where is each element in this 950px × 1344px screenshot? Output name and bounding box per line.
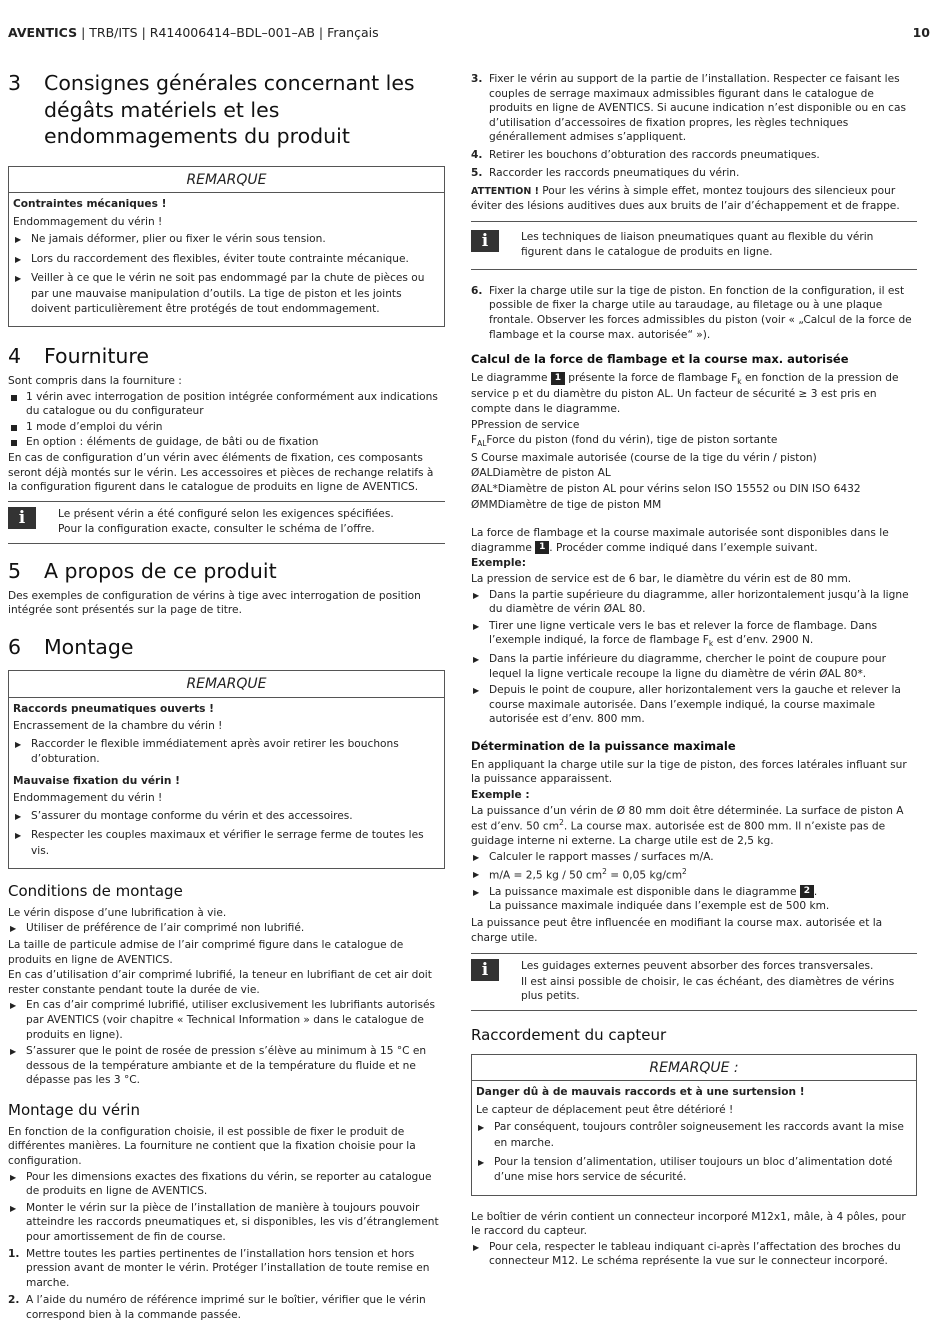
text: .: [813, 885, 818, 898]
mounting-list: [8, 1170, 445, 1245]
list-item: ▶ Lors du raccordement des flexibles, éviter toute contrainte mécanique.: [13, 252, 440, 267]
notice-title: REMARQUE: [9, 167, 444, 193]
section-number: 4: [8, 344, 22, 369]
paragraph: [471, 804, 917, 849]
section-5-heading: [8, 558, 445, 585]
definition: [471, 433, 917, 449]
list-item: [471, 867, 917, 883]
step-item: [471, 284, 917, 342]
subscript: AL: [477, 439, 487, 449]
step-text: Retirer les bouchons d’obturation des raccords pneumatiques.: [489, 149, 820, 162]
attention-note: [471, 184, 917, 213]
notice-list: [476, 1120, 912, 1185]
list-item: ▶ Ne jamais déformer, plier ou fixer le vérin sous tension.: [13, 232, 440, 247]
sensor-list: [471, 1240, 917, 1269]
paragraph: En appliquant la charge utile sur la tige de piston, des forces latérales influant sur la puissance apparaissent.: [471, 758, 907, 786]
diagram-tag: 2: [800, 885, 814, 898]
section-4-heading: [8, 343, 445, 370]
subscript: k: [708, 639, 714, 649]
definition: PPression de service: [471, 418, 580, 431]
section-title: A propos de ce produit: [44, 558, 277, 583]
section-title: Fourniture: [44, 344, 149, 369]
text: en fonction de la pression de service p et du diamètre du piston AL. Un facteur de sécurité ≥ 3 est pris en compte dans le diagramme.: [471, 372, 899, 416]
section-title: Consignes générales concernant les dégâts matériels et les endommagements du produit: [44, 71, 415, 149]
list-item: ▶ Dans la partie supérieure du diagramme, aller horizontalement jusqu’à la ligne du diamètre de vérin ØAL 80.: [471, 588, 917, 617]
section-number: 3: [8, 71, 22, 95]
cylinder-mounting-heading: Montage du vérin: [8, 1101, 140, 1120]
notice-box-mounting: [8, 670, 445, 869]
list-item: ▶ Monter le vérin sur la pièce de l’installation de manière à toujours pouvoir atteindre les raccords pneumatiques et, si disponibles, les vis d’étranglement pour amortissement de fin de course.: [8, 1201, 445, 1245]
diagram-tag: 1: [535, 541, 549, 554]
header-brand: AVENTICS: [8, 25, 78, 40]
paragraph: Le boîtier de vérin contient un connecteur incorporé M12x1, mâle, à 4 pôles, pour le raccord du capteur.: [471, 1210, 906, 1238]
notice-list: [13, 737, 440, 768]
list-item: ▶ Utiliser de préférence de l’air comprimé non lubrifié.: [8, 921, 445, 936]
notice-heading: Mauvaise fixation du vérin !: [13, 774, 180, 787]
notice-title: REMARQUE :: [472, 1055, 916, 1081]
list-item: ▶ S’assurer que le point de rosée de pression s’élève au minimum à 15 °C en dessous de la température ambiante et de la température du fluide et ne dépasse pas les 3 °C.: [8, 1044, 445, 1088]
list-item: [471, 885, 917, 914]
notice-box-sensor: [471, 1054, 917, 1196]
list-item: ▶ Pour cela, respecter le tableau indiquant ci-après l’affectation des broches du connecteur M12. Le schéma représente la vue sur le connecteur incorporé.: [471, 1240, 917, 1269]
step-text: Fixer le vérin au support de la partie de l’installation. Respecter ce faisant les couples de serrage maximaux admissibles figurant dans le catalogue de produits en ligne de AVENTICS. Si aucune indication n’est disponible ou en cas d’utilisation d’accessoires de fixation propres, les règles techniques générallement admises s’appliquent.: [489, 73, 906, 144]
notice-intro: Endommagement du vérin !: [13, 215, 163, 228]
text: La puissance maximale est disponible dans le diagramme: [489, 885, 800, 898]
notice-list: [13, 809, 440, 859]
section-number: 5: [8, 558, 22, 583]
left-column: [8, 70, 445, 1326]
step-number: 4.: [471, 149, 483, 162]
example-label: Exemple:: [471, 557, 526, 570]
superscript: 2: [682, 866, 687, 876]
definition: ØAL*Diamètre de piston AL pour vérins selon ISO 15552 ou DIN ISO 6432: [471, 482, 861, 495]
notice-intro: Encrassement de la chambre du vérin !: [13, 720, 223, 733]
list-item: 1 mode d’emploi du vérin: [8, 420, 445, 435]
step-item: [471, 148, 917, 163]
buckling-calc-heading: Calcul de la force de flambage et la course max. autorisée: [471, 352, 849, 367]
list-item: ▶ Calculer le rapport masses / surfaces m/A.: [471, 850, 917, 865]
info-text: Pour la configuration exacte, consulter le schéma de l’offre.: [58, 523, 375, 536]
info-text: Le présent vérin a été configuré selon les exigences spécifiées.: [58, 507, 394, 520]
info-icon: i: [471, 230, 499, 252]
notice-heading: Raccords pneumatiques ouverts !: [13, 702, 215, 715]
step-item: [8, 1293, 445, 1322]
list-item: ▶ Respecter les couples maximaux et vérifier le serrage ferme de toutes les vis.: [13, 828, 440, 859]
supply-list: [8, 390, 445, 450]
info-box-guidance: [471, 953, 917, 1011]
definition: ØALDiamètre de piston AL: [471, 467, 611, 480]
section-title: Montage: [44, 634, 134, 659]
list-item: 1 vérin avec interrogation de position intégrée conformément aux indications du catalogue ou du configurateur: [8, 390, 445, 419]
text: m/A = 2,5 kg / 50 cm: [489, 869, 603, 882]
header-doc-info: [8, 24, 379, 41]
notice-title: REMARQUE: [9, 671, 444, 697]
conditions-list: [8, 921, 445, 936]
example-label: Exemple :: [471, 789, 530, 802]
step-item: [471, 166, 917, 181]
paragraph: [471, 526, 917, 555]
step-item: [471, 72, 917, 145]
list-item: En option : éléments de guidage, de bâti ou de fixation: [8, 435, 445, 450]
step-item: [8, 1247, 445, 1291]
step-number: 6.: [471, 284, 483, 297]
text: Tirer une ligne verticale vers le bas et relever la force de flambage. Dans l’exemple indiqué, la force de flambage F: [489, 619, 877, 647]
page-number: 10: [912, 25, 930, 40]
step-number: 5.: [471, 166, 483, 179]
text: La puissance maximale indiquée dans l’exemple est de 500 km.: [489, 900, 830, 913]
right-column: [471, 72, 917, 1271]
power-list: [471, 850, 917, 914]
definition: ØMMDiamètre de tige de piston MM: [471, 498, 662, 511]
attention-text: Pour les vérins à simple effet, montez toujours des silencieux pour éviter des lésions auditives dues aux bruits de l’air d’échappement et de frappe.: [471, 185, 900, 212]
mounting-steps: [8, 1247, 445, 1323]
step-text: Raccorder les raccords pneumatiques du vérin.: [489, 166, 740, 179]
step-number: 3.: [471, 73, 483, 85]
text: présente la force de flambage F: [564, 372, 738, 384]
page-header: [8, 24, 942, 42]
list-item: [471, 619, 917, 650]
list-item: ▶ S’assurer du montage conforme du vérin et des accessoires.: [13, 809, 440, 824]
notice-intro: Le capteur de déplacement peut être détérioré !: [476, 1103, 734, 1116]
text: La puissance d’un vérin de Ø 80 mm doit être déterminée. La surface de piston A est d’env. 50 cm: [471, 804, 904, 833]
list-item: ▶ Raccorder le flexible immédiatement après avoir retirer les bouchons d’obturation.: [13, 737, 440, 768]
mounting-step-6: [471, 284, 917, 342]
step-text: Mettre toutes les parties pertinentes de l’installation hors tension et hors pression avant de monter le vérin. Protéger l’installation de toute remise en marche.: [26, 1247, 430, 1289]
step-number: 1.: [8, 1247, 20, 1260]
list-item: ▶ En cas d’air comprimé lubrifié, utiliser exclusivement les lubrifiants autorisés par AVENTICS (voir chapitre « Technical Information » dans le catalogue de produits en ligne).: [8, 998, 445, 1042]
paragraph: En cas d’utilisation d’air comprimé lubrifié, la teneur en lubrifiant de cet air doit rester constante pendant toute la durée de vie.: [8, 969, 432, 996]
paragraph: Des exemples de configuration de vérins à tige avec interrogation de position intégrée sont présentés sur la page de titre.: [8, 589, 421, 617]
sensor-connection-heading: Raccordement du capteur: [471, 1026, 667, 1044]
text: . Procéder comme indiqué dans l’exemple suivant.: [549, 541, 818, 554]
info-icon: i: [471, 959, 499, 981]
step-number: 2.: [8, 1294, 20, 1307]
header-doc-ref: | TRB/ITS | R414006414–BDL–001–AB | Français: [77, 25, 379, 40]
paragraph: [471, 371, 917, 417]
example-list: [471, 588, 917, 727]
section-number: 6: [8, 634, 22, 659]
text: Le diagramme: [471, 372, 551, 384]
paragraph: Sont compris dans la fourniture :: [8, 374, 182, 387]
superscript: 2: [559, 818, 564, 828]
info-text: Il est ainsi possible de choisir, le cas échéant, des diamètres de vérins plus petits.: [521, 975, 895, 1003]
info-icon: i: [8, 507, 36, 529]
notice-heading: Danger dû à de mauvais raccords et à une surtension !: [476, 1086, 805, 1098]
info-text: Les techniques de liaison pneumatiques quant au flexible du vérin figurent dans le catalogue de produits en ligne.: [521, 231, 874, 259]
subscript: k: [737, 377, 742, 387]
text: est d’env. 2900 N.: [713, 634, 814, 647]
info-box-pneumatic: [471, 221, 917, 269]
step-text: A l’aide du numéro de référence imprimé sur le boîtier, vérifier que le vérin correspond bien à la commande passée.: [26, 1294, 426, 1322]
text: La force de flambage et la course maximale autorisée sont disponibles dans le diagramme: [471, 527, 889, 554]
list-item: ▶ Pour la tension d’alimentation, utiliser toujours un bloc d’alimentation doté d’une mise hors service de sécurité.: [476, 1155, 912, 1186]
paragraph: La puissance peut être influencée en modifiant la course max. autorisée et la charge utile.: [471, 916, 883, 944]
notice-intro: Endommagement du vérin !: [13, 792, 163, 805]
step-text: Fixer la charge utile sur la tige de piston. En fonction de la configuration, il est possible de fixer la charge utile au taraudage, au filetage ou à une plaque frontale. Observer les forces admissibles du piston (voir « „Calcul de la force de flambage et la course max. autorisée“ »).: [489, 284, 912, 341]
text: F: [471, 434, 478, 447]
section-3-heading: [8, 70, 445, 150]
text: = 0,05 kg/cm: [606, 869, 683, 882]
max-power-heading: Détermination de la puissance maximale: [471, 738, 736, 753]
info-text: Les guidages externes peuvent absorber des forces transversales.: [521, 960, 874, 973]
paragraph: La taille de particule admise de l’air comprimé figure dans le catalogue de produits en ligne de AVENTICS.: [8, 938, 404, 966]
list-item: ▶ Par conséquent, toujours contrôler soigneusement les raccords avant la mise en marche.: [476, 1120, 912, 1151]
list-item: ▶ Pour les dimensions exactes des fixations du vérin, se reporter au catalogue de produits en ligne de AVENTICS.: [8, 1170, 445, 1199]
conditions-heading: Conditions de montage: [8, 882, 183, 901]
text: . La course max. autorisée est de 800 mm. Il n’existe pas de guidage interne ni externe. La charge utile est de 2,5 kg.: [471, 820, 886, 848]
list-item: ▶ Depuis le point de coupure, aller horizontalement vers la gauche et relever la course maximale autorisée. Dans l’exemple indiqué, la course maximale autorisée est d’env. 800 mm.: [471, 683, 917, 727]
info-box-configuration: [8, 501, 445, 544]
notice-list: [13, 232, 440, 317]
section-6-heading: [8, 634, 445, 661]
list-item: ▶ Dans la partie inférieure du diagramme, chercher le point de coupure pour lequel la ligne verticale recoupe la ligne du diamètre de vérin ØAL 80*.: [471, 652, 917, 681]
paragraph: En fonction de la configuration choisie, il est possible de fixer le produit de différentes manières. La fourniture ne contient que la fixation choisie pour la configuration.: [8, 1125, 416, 1167]
paragraph: Le vérin dispose d’une lubrification à vie.: [8, 906, 227, 919]
notice-heading: Contraintes mécaniques !: [13, 198, 167, 211]
mounting-steps-cont: [471, 72, 917, 180]
list-item: ▶ Veiller à ce que le vérin ne soit pas endommagé par la chute de pièces ou par une mauvaise manipulation d’outils. La tige de piston et les joints doivent particulièrement être protégés de tout endommagement.: [13, 271, 440, 317]
paragraph: La pression de service est de 6 bar, le diamètre du vérin est de 80 mm.: [471, 573, 852, 585]
conditions-list: [8, 998, 445, 1088]
notice-box-mechanical: [8, 166, 445, 327]
text: Force du piston (fond du vérin), tige de piston sortante: [486, 434, 778, 447]
diagram-tag: 1: [551, 372, 565, 385]
paragraph: En cas de configuration d’un vérin avec éléments de fixation, ces composants seront déjà montés sur le vérin. Les accessoires et pièces de rechange relatifs à la configuration figurent dans le catalogue de produits en ligne de AVENTICS.: [8, 451, 434, 494]
definition: S Course maximale autorisée (course de la tige du vérin / piston): [471, 451, 817, 464]
superscript: 2: [602, 866, 607, 876]
attention-label: ATTENTION !: [471, 186, 539, 198]
